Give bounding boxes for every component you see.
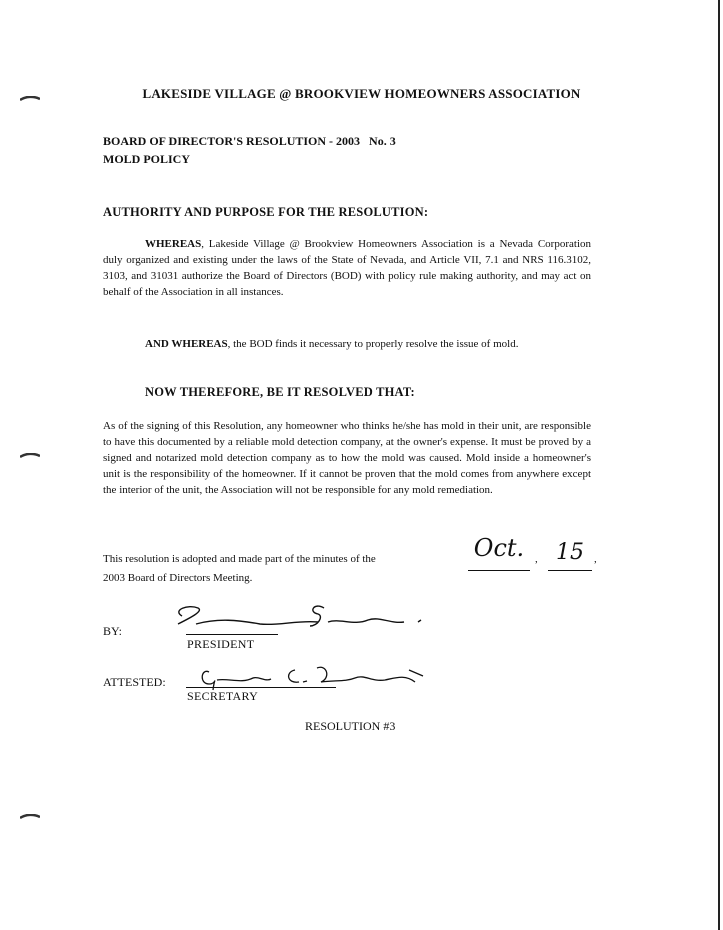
handwritten-date-day: 15 — [548, 540, 592, 571]
authority-heading: AUTHORITY AND PURPOSE FOR THE RESOLUTION: — [103, 205, 429, 219]
president-label: PRESIDENT — [187, 637, 255, 651]
resolution-number-line: BOARD OF DIRECTOR'S RESOLUTION - 2003 No. 3 — [103, 134, 396, 148]
secretary-signature-line — [186, 687, 336, 688]
association-title: LAKESIDE VILLAGE @ BROOKVIEW HOMEOWNERS ASSOCIATION — [142, 86, 581, 101]
handwritten-date-month: Oct. — [468, 534, 530, 571]
and-whereas-text: , the BOD finds it necessary to properly resolve the issue of mold. — [227, 338, 519, 350]
secretary-label: SECRETARY — [187, 689, 259, 703]
resolution-paragraph: As of the signing of this Resolution, any homeowner who thinks he/she has mold in their unit, are responsible to have this documented by a reliable mold detection company, at the owner's expense. It must be proved by a signed and notarized mold detection company as to how the mold was caused. Mold inside a homeowner's unit is the responsibility of the homeowner. If it cannot be proven that the mold comes from anywhere except the interior of the unit, the Association will not be responsible for any mold remediation. — [103, 420, 591, 496]
adopted-statement: This resolution is adopted and made part of the minutes of the — [103, 553, 376, 565]
by-label: BY: — [103, 624, 122, 638]
resolved-heading: NOW THEREFORE, BE IT RESOLVED THAT: — [145, 385, 415, 399]
whereas-text: , Lakeside Village @ Brookview Homeowners Association is a Nevada Corporation duly organized and existing under the laws of the State of Nevada, and Article VII, 7.1 and NRS 116.3102, 3103, and 31031 authorize the Board of Directors (BOD) with policy rule making authority, and may act on behalf of the Association in all instances. — [103, 238, 591, 298]
whereas-paragraph-1 — [103, 236, 591, 300]
whereas-paragraph-2 — [103, 336, 591, 352]
whereas-lead: WHEREAS — [145, 238, 202, 250]
date-separator: , — [535, 553, 538, 565]
policy-title: MOLD POLICY — [103, 152, 190, 166]
president-signature-line — [186, 634, 278, 635]
date-end-mark: , — [594, 553, 597, 565]
and-whereas-lead: AND WHEREAS — [145, 338, 228, 350]
adopted-statement-continued: 2003 Board of Directors Meeting. — [103, 572, 253, 584]
hole-punch-mark — [20, 453, 40, 459]
resolution-reference: RESOLUTION #3 — [305, 719, 396, 733]
attested-label: ATTESTED: — [103, 675, 166, 689]
scan-edge-line — [718, 0, 720, 930]
hole-punch-mark — [20, 814, 40, 820]
president-signature — [168, 598, 428, 636]
